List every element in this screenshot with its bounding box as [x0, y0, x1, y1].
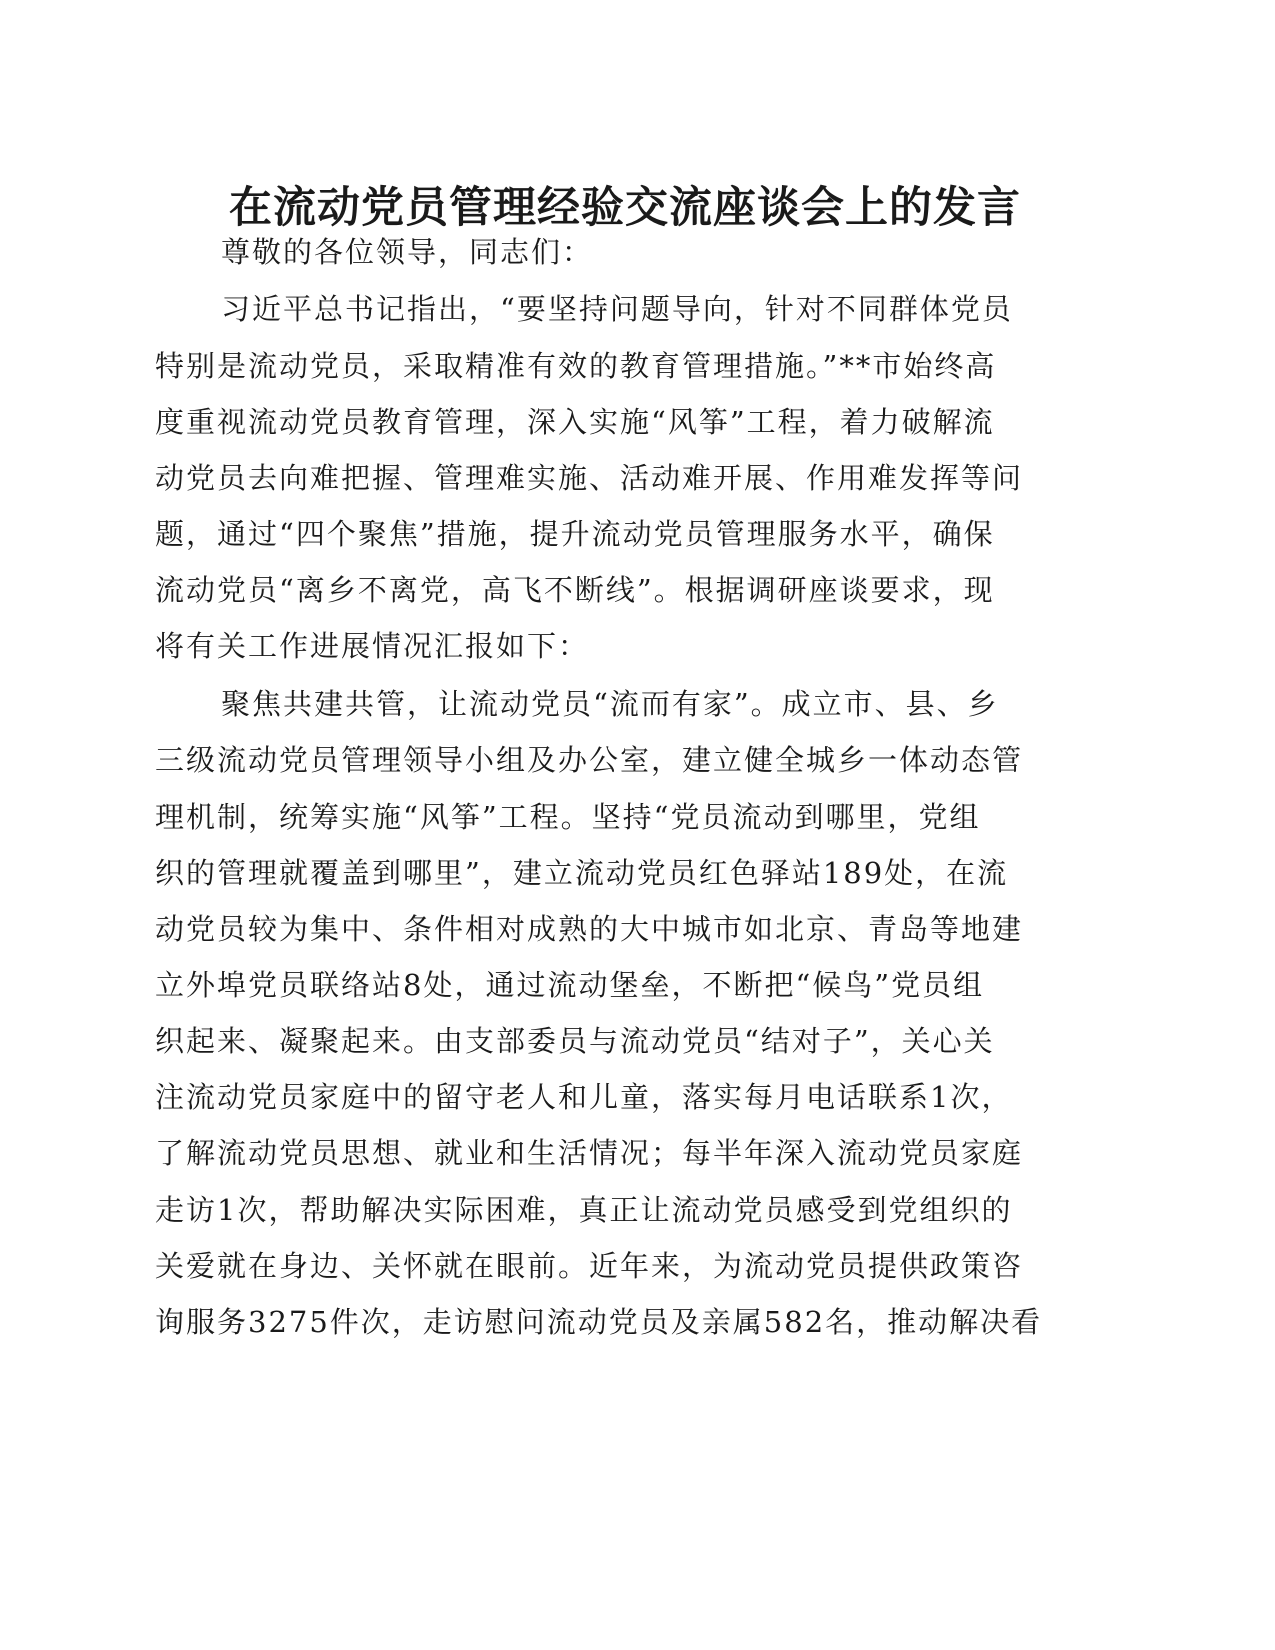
body-line: 动党员较为集中、条件相对成熟的大中城市如北京、青岛等地建: [155, 912, 1024, 946]
body-line: 注流动党员家庭中的留守老人和儿童，落实每月电话联系1次，: [155, 1080, 1013, 1114]
document-title: 在流动党员管理经验交流座谈会上的发言: [229, 183, 1021, 233]
body-line: 聚焦共建共管，让流动党员“流而有家”。成立市、县、乡: [221, 687, 999, 721]
body-line: 动党员去向难把握、管理难实施、活动难开展、作用难发挥等问: [155, 461, 1024, 495]
body-line: 了解流动党员思想、就业和生活情况；每半年深入流动党员家庭: [155, 1136, 1024, 1170]
body-line: 理机制，统筹实施“风筝”工程。坚持“党员流动到哪里，党组: [155, 800, 981, 834]
body-line: 询服务3275件次，走访慰问流动党员及亲属582名，推动解决看: [155, 1305, 1043, 1339]
body-line: 特别是流动党员，采取精准有效的教育管理措施。”**市始终高: [155, 349, 997, 383]
body-line: 织的管理就覆盖到哪里”，建立流动党员红色驿站189处，在流: [155, 856, 1009, 890]
body-line: 将有关工作进展情况汇报如下：: [155, 629, 590, 663]
body-line: 走访1次，帮助解决实际困难，真正让流动党员感受到党组织的: [155, 1193, 1013, 1227]
body-line: 关爱就在身边、关怀就在眼前。近年来，为流动党员提供政策咨: [155, 1249, 1024, 1283]
body-line: 题，通过“四个聚焦”措施，提升流动党员管理服务水平，确保: [155, 517, 995, 551]
body-line: 立外埠党员联络站8处，通过流动堡垒，不断把“候鸟”党员组: [155, 968, 985, 1002]
body-line: 三级流动党员管理领导小组及办公室，建立健全城乡一体动态管: [155, 743, 1024, 777]
body-line: 流动党员“离乡不离党，高飞不断线”。根据调研座谈要求，现: [155, 573, 995, 607]
body-line: 习近平总书记指出，“要坚持问题导向，针对不同群体党员: [221, 292, 1013, 326]
body-line: 织起来、凝聚起来。由支部委员与流动党员“结对子”，关心关: [155, 1024, 995, 1058]
body-line: 度重视流动党员教育管理，深入实施“风筝”工程，着力破解流: [155, 405, 995, 439]
salutation-line: 尊敬的各位领导，同志们：: [221, 235, 594, 269]
